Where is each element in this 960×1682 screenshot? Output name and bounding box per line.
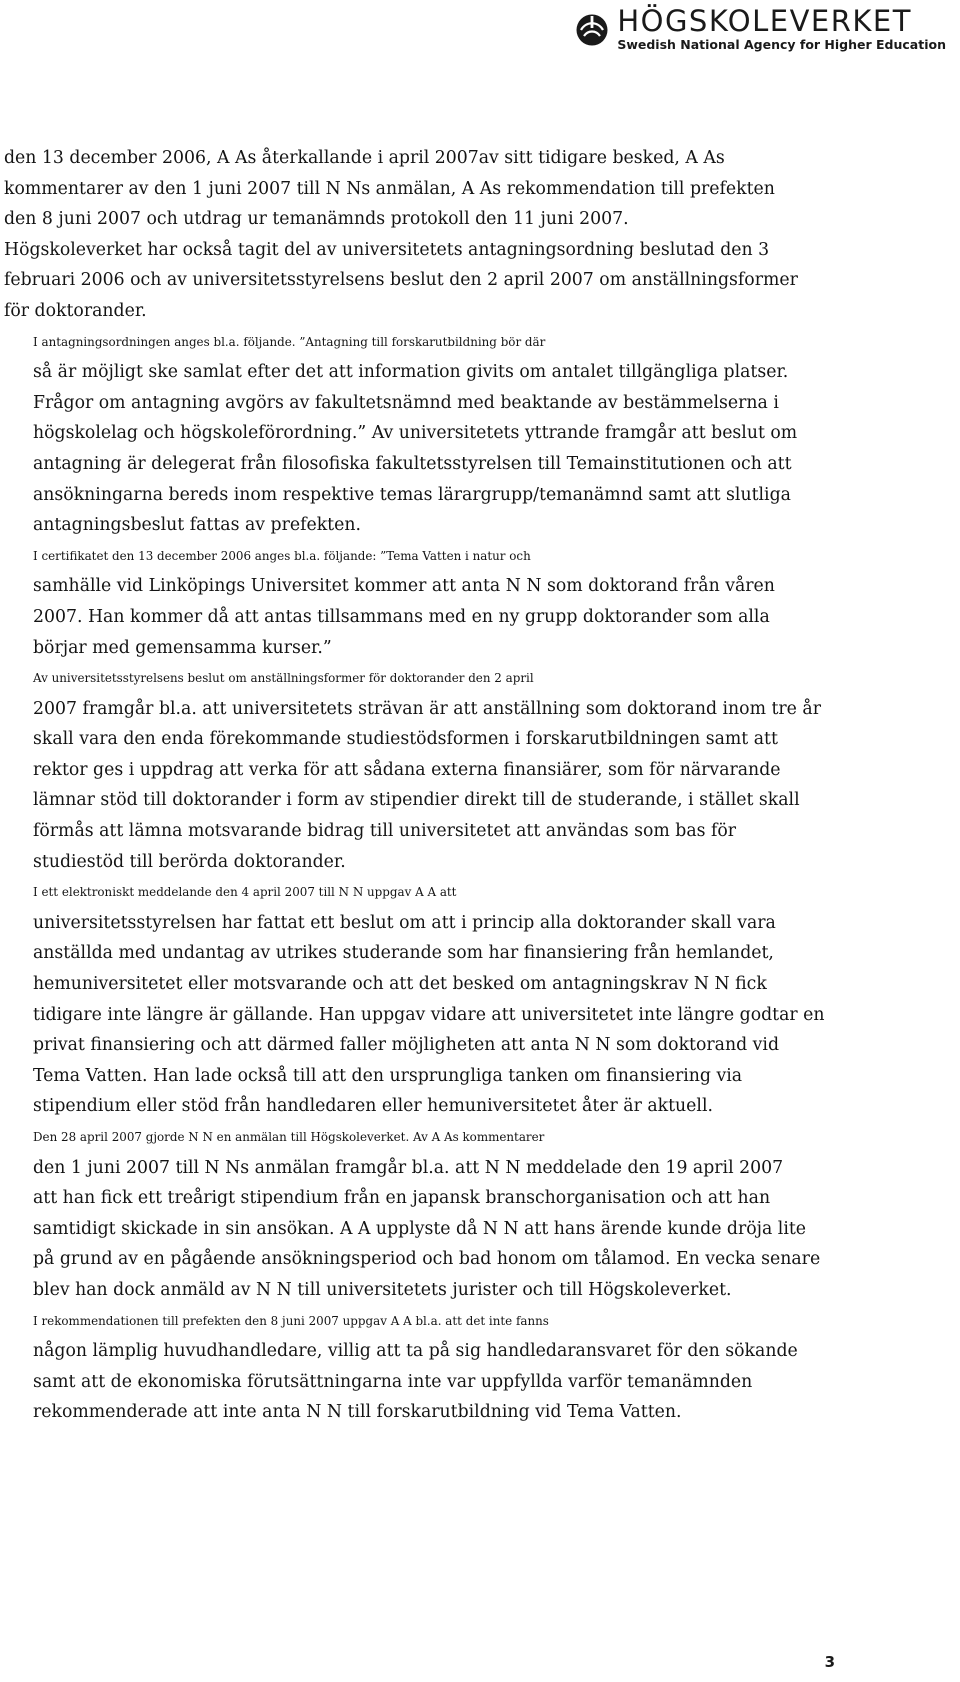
text-line: samhälle vid Linköpings Universitet kommer att anta N N som doktorand från våren	[33, 576, 775, 597]
text-line: privat finansiering och att därmed faller möjligheten att anta N N som doktorand vid	[33, 1035, 780, 1056]
text-line: den 13 december 2006, A As återkallande i april 2007av sitt tidigare besked, A As	[4, 148, 725, 168]
text-line: samtidigt skickade in sin ansökan. A A upplyste då N N att hans ärende kunde dröja lite	[33, 1218, 807, 1239]
text-line: Av universitetsstyrelsens beslut om anställningsformer för doktorander den 2 april	[33, 671, 534, 686]
text-line: högskolelag och högskoleförordning.” Av universitetets yttrande framgår att beslut om	[33, 423, 798, 444]
text-line: lämnar stöd till doktorander i form av stipendier direkt till de studerande, i stället skall	[33, 790, 800, 811]
agency-logo	[575, 2, 946, 58]
text-line: studiestöd till berörda doktorander.	[33, 851, 346, 872]
text-line: på grund av en pågående ansökningsperiod och bad honom om tålamod. En vecka senare	[33, 1249, 821, 1270]
text-line: den 8 juni 2007 och utdrag ur temanämnds protokoll den 11 juni 2007.	[4, 209, 629, 230]
text-line: I certifikatet den 13 december 2006 anges bl.a. följande: ”Tema Vatten i natur och	[33, 548, 531, 563]
text-line: Frågor om antagning avgörs av fakultetsnämnd med beaktande av bestämmelserna i	[33, 392, 779, 413]
text-line: någon lämplig huvudhandledare, villig att ta på sig handledaransvaret för den sökande	[33, 1341, 798, 1362]
text-line: I antagningsordningen anges bl.a. följande. ”Antagning till forskarutbildning bör där	[33, 334, 546, 349]
text-line: 2007. Han kommer då att antas tillsammans med en ny grupp doktorander som alla	[33, 606, 770, 627]
paragraph-1	[4, 143, 954, 327]
text-line: 2007 framgår bl.a. att universitetets strävan är att anställning som doktorand inom tre år	[33, 698, 821, 719]
text-line: så är möjligt ske samlat efter det att information givits om antalet tillgängliga platser.	[33, 362, 789, 383]
paragraph-2	[4, 327, 954, 541]
text-line: förmås att lämna motsvarande bidrag till universitetet att användas som bas för	[33, 821, 737, 842]
text-line: Högskoleverket har också tagit del av universitetets antagningsordning beslutad den 3	[4, 239, 770, 260]
page-number: 3	[824, 1653, 835, 1671]
text-line: rektor ges i uppdrag att verka för att sådana externa finansiärer, som för närvarande	[33, 759, 781, 780]
text-line: hemuniversitetet eller motsvarande och att det besked om antagningskrav N N fick	[33, 974, 767, 995]
text-line: I rekommendationen till prefekten den 8 juni 2007 uppgav A A bl.a. att det inte fanns	[33, 1313, 549, 1328]
text-line: kommentarer av den 1 juni 2007 till N Ns anmälan, A As rekommendation till prefekten	[4, 178, 775, 199]
text-line: skall vara den enda förekommande studiestödsformen i forskarutbildningen samt att	[33, 729, 778, 750]
text-line: ansökningarna bereds inom respektive temas lärargrupp/temanämnd samt att slutliga	[33, 484, 791, 505]
text-line: börjar med gemensamma kurser.”	[33, 637, 332, 658]
document-body	[4, 143, 954, 1428]
text-line: den 1 juni 2007 till N Ns anmälan framgår bl.a. att N N meddelade den 19 april 2007	[33, 1157, 784, 1178]
text-line: antagning är delegerat från filosofiska fakultetsstyrelsen till Temainstitutionen och att	[33, 453, 792, 474]
text-line: antagningsbeslut fattas av prefekten.	[33, 515, 361, 536]
paragraph-3	[4, 541, 954, 663]
logo-name: HÖGSKOLEVERKET	[617, 4, 912, 38]
text-line: blev han dock anmäld av N N till universitetets jurister och till Högskoleverket.	[33, 1279, 732, 1300]
paragraph-7	[4, 1306, 954, 1428]
paragraph-4	[4, 663, 954, 877]
text-line: universitetsstyrelsen har fattat ett beslut om att i princip alla doktorander skall vara	[33, 912, 776, 933]
text-line: I ett elektroniskt meddelande den 4 april 2007 till N N uppgav A A att	[33, 885, 457, 900]
text-line: samt att de ekonomiska förutsättningarna inte var uppfyllda varför temanämnden	[33, 1371, 753, 1392]
text-line: Tema Vatten. Han lade också till att den ursprungliga tanken om finansiering via	[33, 1065, 743, 1086]
text-line: rekommenderade att inte anta N N till forskarutbildning vid Tema Vatten.	[33, 1402, 682, 1423]
paragraph-5	[4, 877, 954, 1122]
paragraph-6	[4, 1122, 954, 1306]
text-line: Den 28 april 2007 gjorde N N en anmälan till Högskoleverket. Av A As kommentarer	[33, 1130, 545, 1144]
logo-subtitle: Swedish National Agency for Higher Education	[617, 37, 946, 52]
text-line: stipendium eller stöd från handledaren eller hemuniversitetet åter är aktuell.	[33, 1096, 713, 1117]
text-line: anställda med undantag av utrikes studerande som har finansiering från hemlandet,	[33, 943, 774, 964]
agency-emblem-icon	[575, 6, 609, 54]
text-line: tidigare inte längre är gällande. Han uppgav vidare att universitetet inte längre godtar en	[33, 1004, 825, 1025]
text-line: för doktorander.	[4, 300, 147, 321]
text-line: att han fick ett treårigt stipendium från en japansk branschorganisation och att han	[33, 1188, 771, 1209]
text-line: februari 2006 och av universitetsstyrelsens beslut den 2 april 2007 om anställningsformer	[4, 270, 798, 291]
